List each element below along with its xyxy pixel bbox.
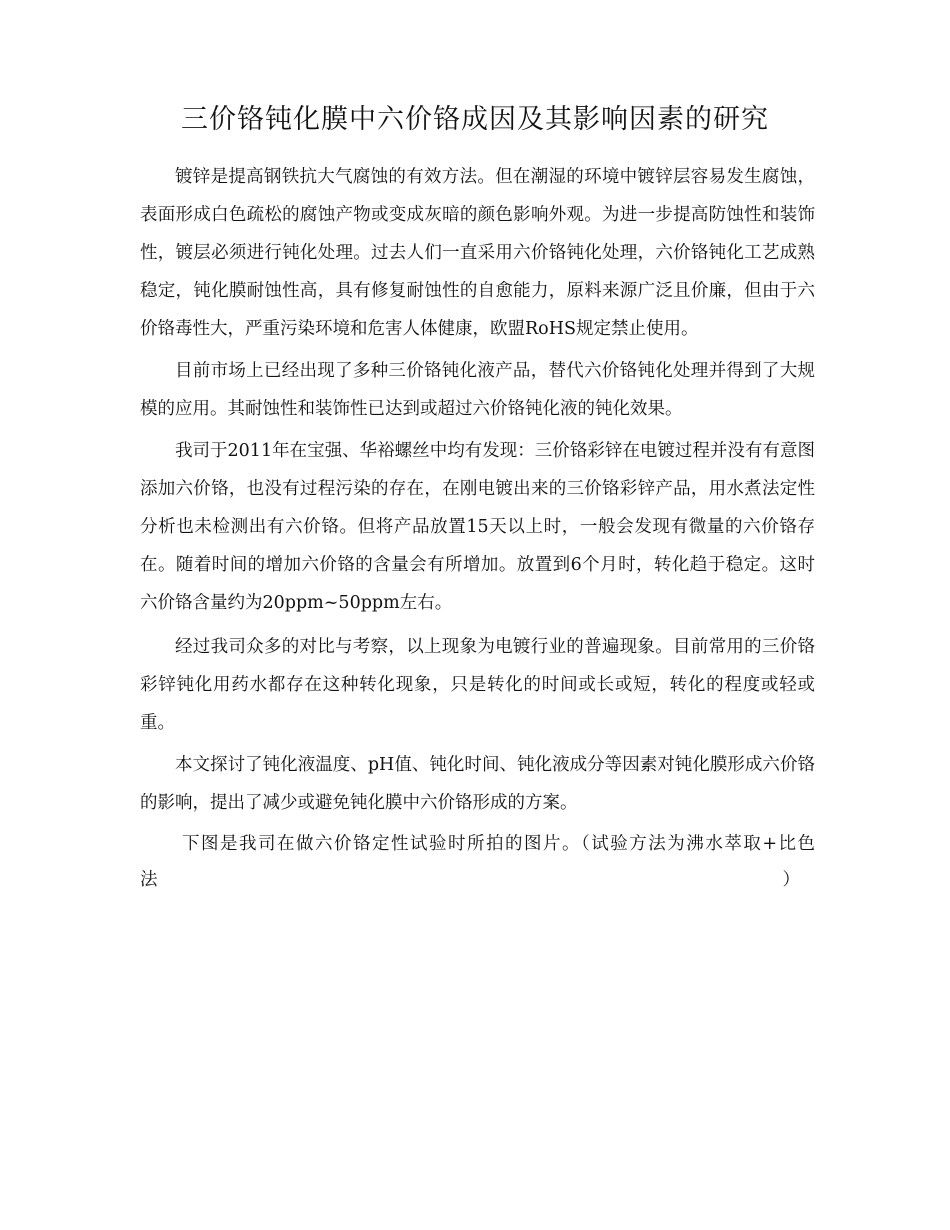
caption-tail-word: 法 [140,870,158,890]
paragraph-intro: 镀锌是提高钢铁抗大气腐蚀的有效方法。但在潮湿的环境中镀锌层容易发生腐蚀，表面形成白色疏松的腐蚀产物或变成灰暗的颜色影响外观。为进一步提高防蚀性和装饰性，镀层必须进行钝化处理。过去人们一直采用六价铬钝化处理，六价铬钝化工艺成熟稳定，钝化膜耐蚀性高，具有修复耐蚀性的自愈能力，原料来源广泛且价廉，但由于六价铬毒性大，严重污染环境和危害人体健康，欧盟RoHS规定禁止使用。 [140,167,815,339]
document-body [140,158,815,898]
paragraph-scope: 本文探讨了钝化液温度、pH值、钝化时间、钝化液成分等因素对钝化膜形成六价铬的影响，提出了减少或避免钝化膜中六价铬形成的方案。 [140,755,815,813]
paragraph-findings: 我司于2011年在宝强、华裕螺丝中均有发现：三价铬彩锌在电镀过程并没有有意图添加六价铬，也没有过程污染的存在，在刚电镀出来的三价铬彩锌产品，用水煮法定性分析也未检测出有六价铬。但将产品放置15天以上时，一般会发现有微量的六价铬存在。随着时间的增加六价铬的含量会有所增加。放置到6个月时，转化趋于稳定。这时六价铬含量约为20ppm~50ppm左右。 [140,441,815,613]
paragraph-survey: 经过我司众多的对比与考察，以上现象为电镀行业的普遍现象。目前常用的三价铬彩锌钝化用药水都存在这种转化现象，只是转化的时间或长或短，转化的程度或轻或重。 [140,637,815,733]
figure-caption-end [140,862,800,898]
document-title: 三价铬钝化膜中六价铬成因及其影响因素的研究 [181,104,769,135]
figure-caption: 下图是我司在做六价铬定性试验时所拍的图片。（试验方法为沸水萃取+比色 [182,834,815,854]
paragraph-market: 目前市场上已经出现了多种三价铬钝化液产品，替代六价铬钝化处理并得到了大规模的应用。其耐蚀性和装饰性已达到或超过六价铬钝化液的钝化效果。 [140,361,815,419]
caption-closing-paren: ） [782,870,800,890]
